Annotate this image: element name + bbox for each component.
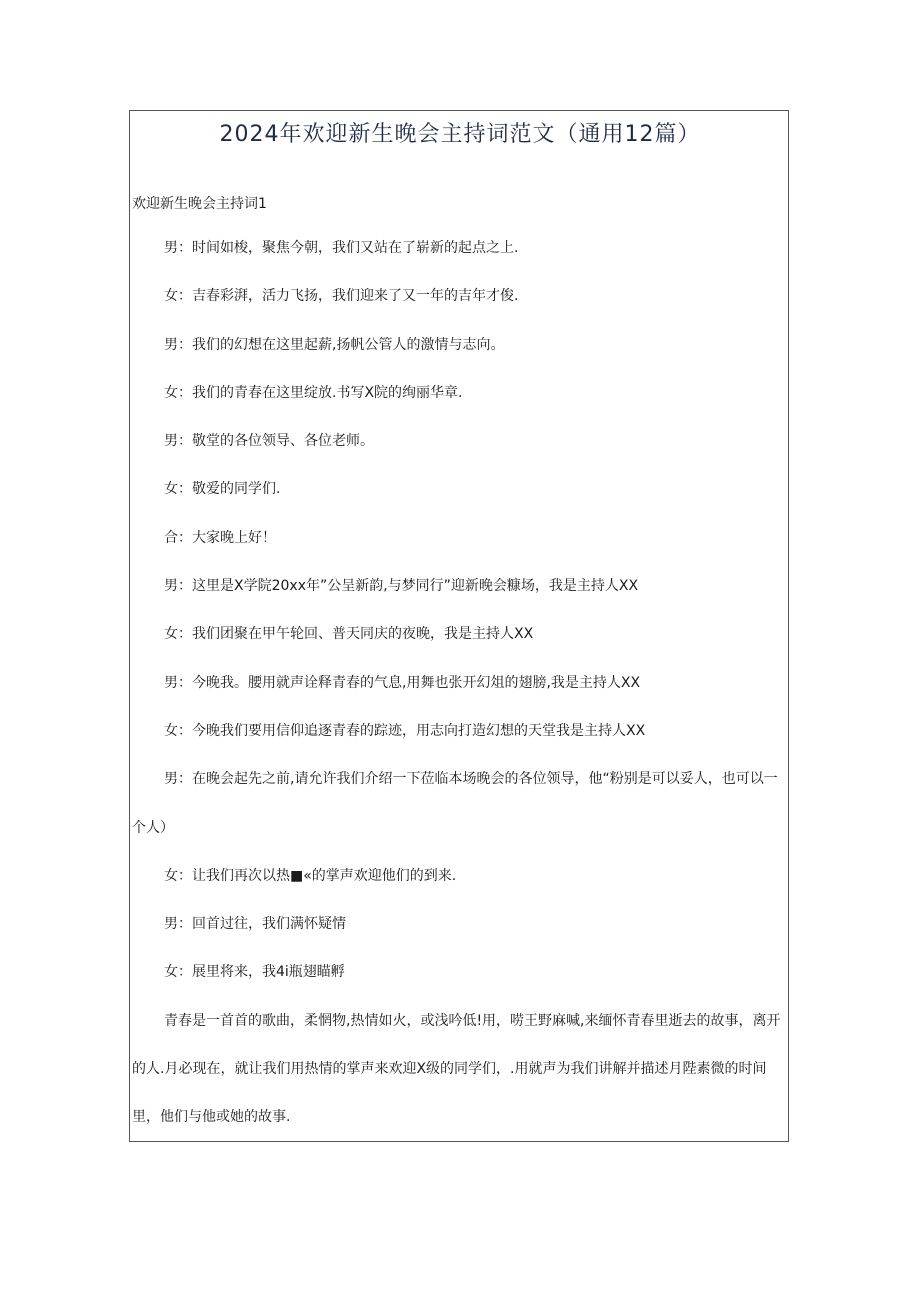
dialogue-line: 女：让我们再次以热■«的掌声欢迎他们的到来. xyxy=(164,867,457,884)
dialogue-line: 合：大家晚上好！ xyxy=(164,529,276,546)
dialogue-line: 女：今晚我们要用信仰追逐青春的踪迹，用志向打造幻想的天堂我是主持人XX xyxy=(164,722,646,739)
dialogue-line: 女：我们的青春在这里绽放.书写X院的绚丽华章. xyxy=(164,384,463,401)
dialogue-line: 男：回首过往，我们满怀疑情 xyxy=(164,916,346,933)
document-title: 2024年欢迎新生晚会主持词范文（通用12篇） xyxy=(219,122,701,147)
dialogue-line: 男：敬堂的各位领导、各位老师。 xyxy=(164,433,374,450)
dialogue-paragraph: 男：在晚会起先之前,请允许我们介绍一下莅临本场晚会的各位领导，他“粉别是可以妥人，也可以一个人） xyxy=(132,771,778,836)
dialogue-line: 男：我们的幻想在这里起薪,扬帆公管人的激情与志向。 xyxy=(164,336,505,353)
dialogue-line: 女：吉春彩湃，活力飞扬，我们迎来了又一年的吉年才俊. xyxy=(164,288,519,305)
dialogue-line: 女：敬爱的同学们. xyxy=(164,481,281,498)
dialogue-line: 男：今晚我。腰用就声诠释青春的气息,用舞也张开幻俎的翅膀,我是主持人XX xyxy=(164,674,641,691)
dialogue-line: 男：时间如梭，聚焦今朝，我们又站在了崭新的起点之上. xyxy=(164,240,519,256)
dialogue-line: 女：我们团聚在甲午轮回、普天同庆的夜晚，我是主持人XX xyxy=(164,626,534,643)
section-heading: 欢迎新生晚会主持词1 xyxy=(132,196,267,212)
dialogue-line: 男：这里是X学院20xx年”公呈新韵,与梦同行”迎新晚会糠场，我是主持人XX xyxy=(164,578,639,595)
narration-paragraph: 青春是一首首的歌曲，柔惘物,热情如火，或浅吟低!用，唠王野麻喊,来缅怀青春里逝去的故事，离开的人.月必现在，就让我们用热情的掌声来欢迎X级的同学们，.用就声为我们讲解并描述月陛素微的时间里，他们与他或她的故事. xyxy=(132,1012,781,1126)
dialogue-line: 女：展里将来，我4i瓶翅瞄孵 xyxy=(164,964,345,981)
document-body xyxy=(132,184,788,1142)
